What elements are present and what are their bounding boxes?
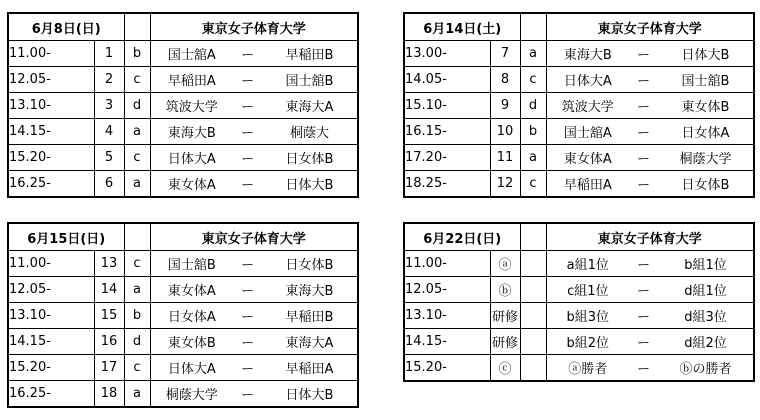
time-cell: 13.00-: [404, 41, 490, 67]
matchup-cell: [546, 329, 754, 355]
home-team: 国士舘A: [167, 48, 216, 63]
court-cell: a: [520, 145, 546, 171]
away-team: b組1位: [684, 258, 727, 273]
match-row: [8, 145, 358, 171]
match-number: 1: [94, 41, 124, 67]
matchup-cell: [150, 171, 358, 198]
matchup-cell: [546, 251, 754, 277]
away-team: ⓑの勝者: [679, 362, 732, 377]
schedule-table-june-15: [7, 222, 359, 408]
matchup-cell: [150, 381, 358, 408]
home-team: 日体大A: [167, 152, 216, 167]
court-cell: c: [124, 251, 150, 277]
matchup-cell: [546, 355, 754, 382]
time-cell: 16.15-: [404, 119, 490, 145]
schedule-table-june-8: [7, 12, 359, 198]
away-team: 早稲田B: [285, 310, 334, 325]
venue-header: 東京女子体育大学: [150, 13, 358, 41]
matchup-cell: [150, 145, 358, 171]
time-cell: 12.05-: [404, 277, 490, 303]
match-row: [404, 329, 754, 355]
time-cell: 16.25-: [8, 381, 94, 408]
versus-separator: ー: [241, 258, 255, 273]
home-team: 筑波大学: [561, 100, 614, 115]
matchup-cell: [546, 277, 754, 303]
versus-separator: ー: [241, 178, 255, 193]
versus-separator: ー: [241, 362, 255, 377]
home-team: 日女体A: [167, 310, 216, 325]
match-number: 2: [94, 67, 124, 93]
versus-separator: ー: [241, 126, 255, 141]
match-row: [404, 171, 754, 198]
home-team: 東女体A: [167, 178, 216, 193]
home-team: 早稲田A: [167, 74, 216, 89]
match-number: ⓒ: [490, 355, 520, 382]
court-cell: d: [124, 329, 150, 355]
versus-separator: ー: [241, 284, 255, 299]
time-cell: 15.20-: [8, 355, 94, 381]
match-number: 研修: [490, 329, 520, 355]
home-team: 桐蔭大学: [165, 388, 218, 403]
match-row: [8, 329, 358, 355]
court-cell: c: [520, 171, 546, 198]
time-cell: 13.10-: [8, 303, 94, 329]
matchup-cell: [546, 93, 754, 119]
matchup-cell: [546, 67, 754, 93]
match-number: 研修: [490, 303, 520, 329]
away-team: d組1位: [684, 284, 727, 299]
header-blank-cell: [124, 223, 150, 251]
home-team: b組3位: [566, 310, 610, 325]
court-cell: c: [124, 145, 150, 171]
court-cell: [520, 329, 546, 355]
time-cell: 13.10-: [8, 93, 94, 119]
match-row: [8, 41, 358, 67]
match-row: [8, 171, 358, 198]
time-cell: 14.15-: [8, 329, 94, 355]
away-team: 日体大B: [285, 178, 334, 193]
court-cell: a: [124, 119, 150, 145]
away-team: 東海大A: [285, 100, 334, 115]
time-cell: 11.00-: [8, 41, 94, 67]
versus-separator: ー: [241, 74, 255, 89]
court-cell: [520, 277, 546, 303]
match-row: [8, 355, 358, 381]
away-team: 桐蔭大: [289, 126, 329, 141]
match-row: [404, 119, 754, 145]
court-cell: c: [520, 67, 546, 93]
header-blank-cell: [124, 13, 150, 41]
time-cell: 11.00-: [8, 251, 94, 277]
versus-separator: ー: [637, 100, 651, 115]
matchup-cell: [150, 67, 358, 93]
matchup-cell: [150, 277, 358, 303]
matchup-cell: [546, 303, 754, 329]
match-row: [8, 381, 358, 408]
match-number: 6: [94, 171, 124, 198]
away-team: 早稲田B: [285, 48, 334, 63]
time-cell: 12.05-: [8, 67, 94, 93]
versus-separator: ー: [637, 336, 651, 351]
home-team: c組1位: [567, 284, 609, 299]
matchup-cell: [546, 119, 754, 145]
court-cell: a: [124, 171, 150, 198]
match-number: 7: [490, 41, 520, 67]
versus-separator: ー: [637, 258, 651, 273]
versus-separator: ー: [241, 310, 255, 325]
home-team: 東海大B: [167, 126, 216, 141]
match-row: [404, 93, 754, 119]
date-header: 6月22日(日): [404, 223, 520, 251]
time-cell: 15.20-: [404, 355, 490, 382]
matchup-cell: [546, 41, 754, 67]
home-team: a組1位: [566, 258, 609, 273]
away-team: 日体大B: [681, 48, 730, 63]
match-number: 10: [490, 119, 520, 145]
time-cell: 14.15-: [8, 119, 94, 145]
versus-separator: ー: [241, 100, 255, 115]
match-row: [8, 277, 358, 303]
away-team: 日体大B: [285, 388, 334, 403]
match-row: [404, 41, 754, 67]
match-row: [404, 67, 754, 93]
match-number: 15: [94, 303, 124, 329]
match-number: 18: [94, 381, 124, 408]
matchup-cell: [150, 251, 358, 277]
versus-separator: ー: [637, 74, 651, 89]
court-cell: [520, 355, 546, 382]
away-team: 東海大A: [285, 336, 334, 351]
date-header: 6月14日(土): [404, 13, 520, 41]
versus-separator: ー: [637, 48, 651, 63]
table-header: [404, 13, 754, 41]
time-cell: 15.10-: [404, 93, 490, 119]
match-number: 11: [490, 145, 520, 171]
away-team: 日女体B: [285, 258, 334, 273]
home-team: 筑波大学: [165, 100, 218, 115]
table-header: [8, 13, 358, 41]
court-cell: [520, 303, 546, 329]
away-team: 東女体B: [681, 100, 730, 115]
match-row: [8, 303, 358, 329]
matchup-cell: [150, 303, 358, 329]
versus-separator: ー: [241, 388, 255, 403]
away-team: 国士舘B: [285, 74, 334, 89]
match-row: [8, 93, 358, 119]
time-cell: 17.20-: [404, 145, 490, 171]
schedule-table-june-14: [403, 12, 755, 198]
court-cell: [520, 251, 546, 277]
court-cell: d: [124, 93, 150, 119]
versus-separator: ー: [637, 362, 651, 377]
away-team: 日女体A: [681, 126, 730, 141]
away-team: 日女体B: [681, 178, 730, 193]
match-row: [404, 355, 754, 382]
match-number: 9: [490, 93, 520, 119]
schedule-table-june-22: [403, 222, 755, 382]
venue-header: 東京女子体育大学: [546, 13, 754, 41]
court-cell: b: [520, 119, 546, 145]
versus-separator: ー: [241, 152, 255, 167]
matchup-cell: [546, 145, 754, 171]
versus-separator: ー: [637, 310, 651, 325]
time-cell: 12.05-: [8, 277, 94, 303]
home-team: 東女体A: [167, 284, 216, 299]
match-row: [404, 251, 754, 277]
time-cell: 16.25-: [8, 171, 94, 198]
court-cell: a: [124, 381, 150, 408]
time-cell: 13.10-: [404, 303, 490, 329]
matchup-cell: [150, 119, 358, 145]
away-team: 国士舘B: [681, 74, 730, 89]
match-number: 3: [94, 93, 124, 119]
court-cell: a: [124, 277, 150, 303]
home-team: 東女体A: [563, 152, 612, 167]
matchup-cell: [546, 171, 754, 198]
match-number: 14: [94, 277, 124, 303]
court-cell: c: [124, 67, 150, 93]
match-number: 4: [94, 119, 124, 145]
match-number: ⓐ: [490, 251, 520, 277]
away-team: 早稲田A: [285, 362, 334, 377]
home-team: 早稲田A: [563, 178, 612, 193]
away-team: 桐蔭大学: [679, 152, 732, 167]
court-cell: b: [124, 303, 150, 329]
versus-separator: ー: [637, 284, 651, 299]
home-team: 東海大B: [563, 48, 612, 63]
versus-separator: ー: [241, 48, 255, 63]
away-team: 東海大B: [285, 284, 334, 299]
versus-separator: ー: [637, 126, 651, 141]
home-team: 国士舘A: [563, 126, 612, 141]
matchup-cell: [150, 93, 358, 119]
matchup-cell: [150, 329, 358, 355]
table-header: [8, 223, 358, 251]
match-row: [404, 303, 754, 329]
match-number: 13: [94, 251, 124, 277]
time-cell: 11.00-: [404, 251, 490, 277]
away-team: 日女体B: [285, 152, 334, 167]
match-number: 17: [94, 355, 124, 381]
matchup-cell: [150, 41, 358, 67]
versus-separator: ー: [637, 152, 651, 167]
match-row: [8, 251, 358, 277]
match-number: 8: [490, 67, 520, 93]
match-row: [8, 119, 358, 145]
date-header: 6月15日(日): [8, 223, 124, 251]
venue-header: 東京女子体育大学: [150, 223, 358, 251]
header-blank-cell: [520, 13, 546, 41]
court-cell: b: [124, 41, 150, 67]
away-team: d組3位: [684, 310, 727, 325]
court-cell: a: [520, 41, 546, 67]
home-team: ⓐ勝者: [568, 362, 608, 377]
match-row: [8, 67, 358, 93]
home-team: 日体大A: [563, 74, 612, 89]
court-cell: d: [520, 93, 546, 119]
home-team: 国士舘B: [167, 258, 216, 273]
versus-separator: ー: [637, 178, 651, 193]
header-blank-cell: [520, 223, 546, 251]
time-cell: 15.20-: [8, 145, 94, 171]
match-number: 12: [490, 171, 520, 198]
match-row: [404, 145, 754, 171]
match-row: [404, 277, 754, 303]
matchup-cell: [150, 355, 358, 381]
home-team: 日体大A: [167, 362, 216, 377]
court-cell: c: [124, 355, 150, 381]
away-team: d組2位: [684, 336, 727, 351]
home-team: 東女体B: [167, 336, 216, 351]
venue-header: 東京女子体育大学: [546, 223, 754, 251]
match-number: ⓑ: [490, 277, 520, 303]
home-team: b組2位: [566, 336, 610, 351]
versus-separator: ー: [241, 336, 255, 351]
match-number: 16: [94, 329, 124, 355]
time-cell: 14.15-: [404, 329, 490, 355]
time-cell: 18.25-: [404, 171, 490, 198]
table-header: [404, 223, 754, 251]
date-header: 6月8日(日): [8, 13, 124, 41]
time-cell: 14.05-: [404, 67, 490, 93]
match-number: 5: [94, 145, 124, 171]
